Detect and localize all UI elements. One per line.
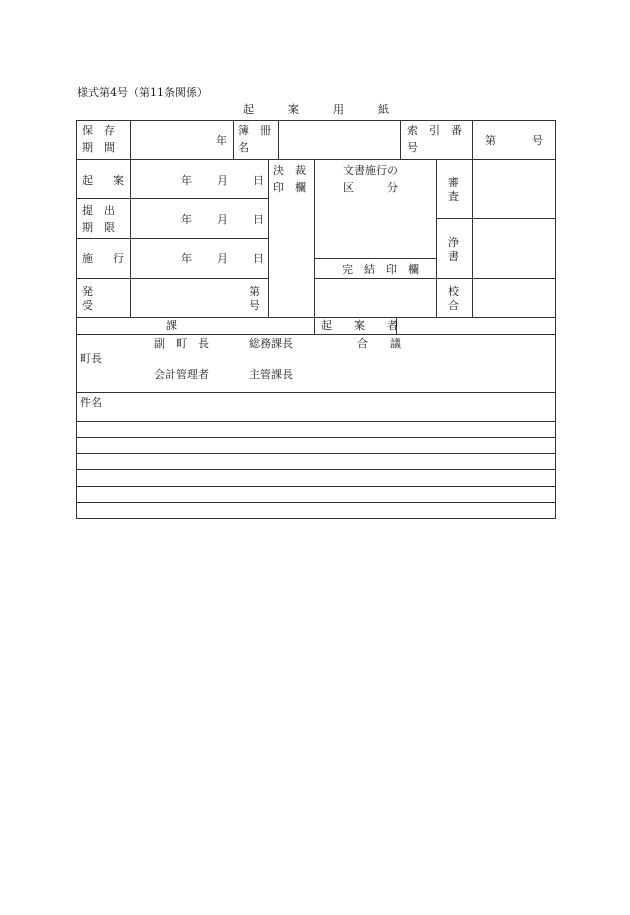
form-title-char: 紙	[378, 103, 389, 116]
mayor-label: 町長	[80, 352, 102, 365]
label-line: 審	[448, 176, 459, 189]
grid-line	[76, 278, 268, 279]
label-char: 号	[532, 134, 543, 147]
date-char: 日	[253, 174, 264, 187]
label-char: 起	[82, 174, 93, 187]
label-line: 第	[249, 285, 260, 298]
grid-line	[76, 453, 556, 454]
form-title	[243, 103, 389, 116]
date-char: 月	[217, 174, 228, 187]
date-char: 年	[181, 213, 192, 226]
retention-period-label	[82, 124, 124, 154]
label-line: 期 間	[82, 141, 115, 154]
grid-line	[400, 120, 401, 159]
deadline-label	[82, 204, 124, 234]
retention-year-char: 年	[216, 134, 227, 147]
label-line: 簿 冊	[238, 124, 271, 137]
date-char: 日	[253, 252, 264, 265]
completion-seal-label: 完 結 印 欄	[342, 263, 419, 276]
label-line: 受	[82, 299, 93, 312]
grid-line	[76, 518, 556, 519]
form-title-char: 起	[243, 103, 254, 116]
label-line: 名	[238, 141, 249, 154]
label-line: 書	[448, 250, 459, 263]
label-line: 期 限	[82, 221, 115, 234]
label-line: 校	[448, 285, 459, 298]
label-line: 索 引 番	[407, 124, 462, 137]
grid-line	[130, 120, 131, 317]
grid-line	[314, 258, 436, 259]
label-line: 文書施行の	[343, 164, 398, 177]
grid-line	[314, 278, 556, 279]
grid-line	[76, 238, 268, 239]
section-label: 課	[166, 319, 177, 332]
date-char: 日	[253, 213, 264, 226]
form-title-char: 案	[288, 103, 299, 116]
grid-line	[76, 486, 556, 487]
grid-line	[268, 159, 269, 317]
proofread-label	[448, 285, 459, 312]
grid-line	[76, 120, 556, 121]
grid-line	[76, 334, 556, 335]
draft-date-label	[82, 174, 124, 187]
deputy-mayor-label: 副 町 長	[154, 337, 209, 350]
send-receive-label	[82, 285, 93, 312]
label-line: 査	[448, 190, 459, 203]
doc-enforcement-category-label	[343, 164, 398, 194]
label-char: 施	[82, 252, 93, 265]
label-char: 案	[113, 174, 124, 187]
date-char: 年	[181, 174, 192, 187]
review-label	[448, 176, 459, 203]
grid-line	[314, 159, 315, 334]
send-receive-number-label	[249, 285, 260, 312]
grid-line	[278, 120, 279, 159]
grid-line	[555, 120, 556, 518]
label-line: 決 裁	[273, 164, 306, 177]
form-number: 様式第4号（第11条関係）	[77, 86, 208, 99]
grid-line	[76, 392, 556, 393]
label-line: 保 存	[82, 124, 115, 137]
grid-line	[76, 502, 556, 503]
label-line: 発	[82, 285, 93, 298]
label-line: 合	[448, 299, 459, 312]
label-line: 区 分	[343, 181, 398, 194]
drafter-label: 起 案 者	[321, 319, 398, 332]
date-char: 月	[217, 252, 228, 265]
grid-line	[76, 421, 556, 422]
grid-line	[76, 437, 556, 438]
label-line: 号	[249, 299, 260, 312]
general-affairs-chief-label: 総務課長	[249, 337, 293, 350]
label-char: 第	[485, 134, 496, 147]
fair-copy-label	[448, 236, 459, 263]
approval-seal-label	[273, 164, 306, 194]
grid-line	[76, 120, 77, 518]
supervising-chief-label: 主管課長	[249, 368, 293, 381]
accounting-manager-label: 会計管理者	[154, 368, 209, 381]
ledger-name-label	[238, 124, 271, 154]
label-line: 号	[407, 141, 418, 154]
label-line: 浄	[448, 236, 459, 249]
subject-label: 件名	[80, 396, 102, 409]
label-line: 提 出	[82, 204, 115, 217]
grid-line	[76, 198, 268, 199]
document-number-field	[485, 134, 543, 147]
grid-line	[436, 159, 437, 317]
enforcement-date-label	[82, 252, 124, 265]
index-number-label	[407, 124, 462, 154]
date-char: 月	[217, 213, 228, 226]
label-line: 印 欄	[273, 181, 306, 194]
grid-line	[76, 159, 556, 160]
grid-line	[472, 120, 473, 317]
grid-line	[76, 317, 556, 318]
date-char: 年	[181, 252, 192, 265]
grid-line	[76, 469, 556, 470]
label-char: 行	[113, 252, 124, 265]
consultation-label: 合 議	[357, 337, 401, 350]
grid-line	[436, 218, 556, 219]
grid-line	[233, 120, 234, 159]
form-title-char: 用	[333, 103, 344, 116]
